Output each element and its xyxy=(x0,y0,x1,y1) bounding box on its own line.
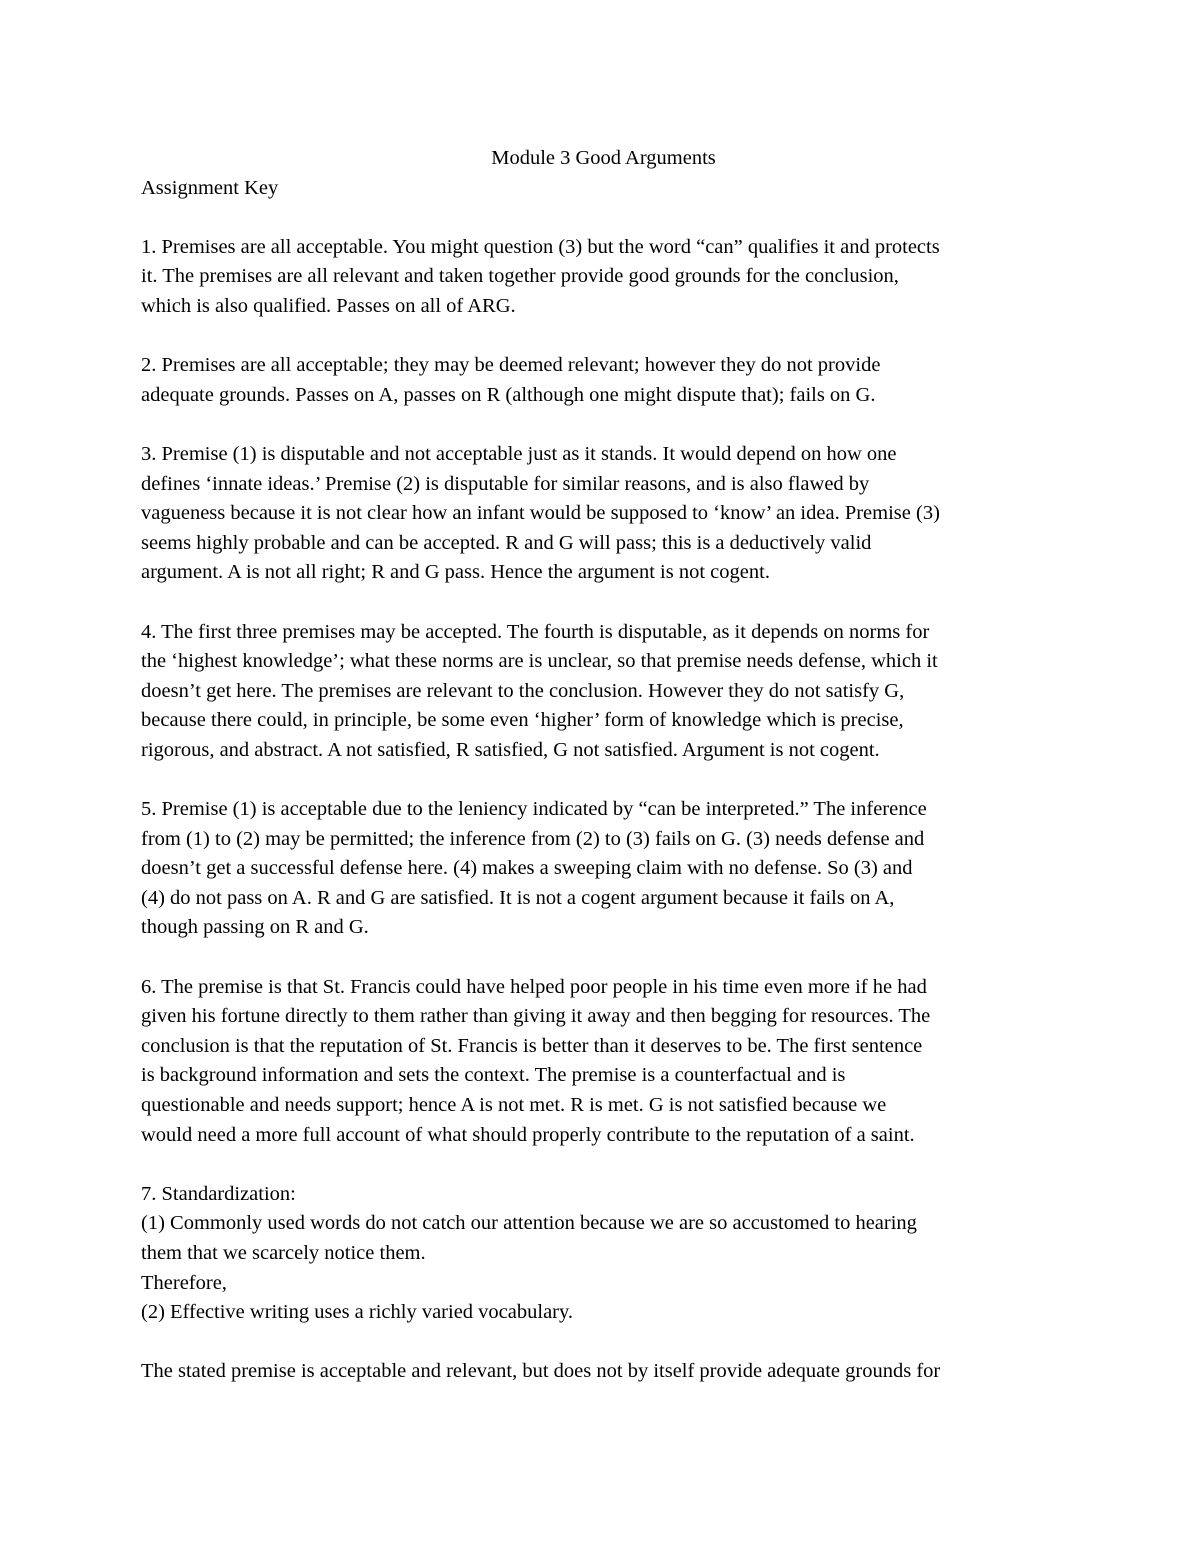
document-title: Module 3 Good Arguments xyxy=(491,147,716,169)
answer-paragraph-7 xyxy=(141,1180,1066,1328)
text-line: seems highly probable and can be accepted. R and G will pass; this is a deductively valid xyxy=(141,531,872,554)
text-line: it. The premises are all relevant and taken together provide good grounds for the conclusion, xyxy=(141,265,899,288)
text-line: because there could, in principle, be some even ‘higher’ form of knowledge which is precise, xyxy=(141,709,904,732)
text-line: questionable and needs support; hence A is not met. R is met. G is not satisfied because we xyxy=(141,1094,887,1116)
text-line: rigorous, and abstract. A not satisfied, R satisfied, G not satisfied. Argument is not cogent. xyxy=(141,738,880,761)
text-line: argument. A is not all right; R and G pass. Hence the argument is not cogent. xyxy=(141,561,770,584)
answer-paragraph-5 xyxy=(141,795,1066,943)
text-line: Therefore, xyxy=(141,1271,227,1294)
text-line: 1. Premises are all acceptable. You might question (3) but the word “can” qualifies it and protects xyxy=(141,235,940,258)
text-line: defines ‘innate ideas.’ Premise (2) is disputable for similar reasons, and is also flawed by xyxy=(141,472,870,495)
text-line: (4) do not pass on A. R and G are satisfied. It is not a cogent argument because it fails on A, xyxy=(141,886,895,909)
text-line: given his fortune directly to them rather than giving it away and then begging for resources. The xyxy=(141,1005,931,1028)
text-line: from (1) to (2) may be permitted; the inference from (2) to (3) fails on G. (3) needs defense and xyxy=(141,827,925,850)
answer-paragraph-6 xyxy=(141,973,1066,1151)
answer-paragraph-1 xyxy=(141,233,1066,322)
text-line: which is also qualified. Passes on all of ARG. xyxy=(141,294,516,317)
text-line: doesn’t get here. The premises are relevant to the conclusion. However they do not satisfy G, xyxy=(141,679,905,702)
text-line: (2) Effective writing uses a richly varied vocabulary. xyxy=(141,1301,574,1324)
text-line: 5. Premise (1) is acceptable due to the leniency indicated by “can be interpreted.” The inference xyxy=(141,798,927,821)
text-line: 2. Premises are all acceptable; they may be deemed relevant; however they do not provide xyxy=(141,354,881,377)
text-line: doesn’t get a successful defense here. (4) makes a sweeping claim with no defense. So (3) and xyxy=(141,857,913,880)
text-line: the ‘highest knowledge’; what these norms are is unclear, so that premise needs defense, which it xyxy=(141,650,938,673)
answer-paragraph-2 xyxy=(141,351,1066,410)
text-line: conclusion is that the reputation of St. Francis is better than it deserves to be. The first sentence xyxy=(141,1034,923,1057)
text-line: 4. The first three premises may be accepted. The fourth is disputable, as it depends on norms for xyxy=(141,620,930,643)
answer-paragraph-3 xyxy=(141,440,1066,588)
answer-paragraph-8 xyxy=(141,1357,1066,1387)
text-line: them that we scarcely notice them. xyxy=(141,1241,426,1264)
document-subtitle: Assignment Key xyxy=(141,176,279,199)
document-page xyxy=(141,144,1066,1387)
text-line: 6. The premise is that St. Francis could have helped poor people in his time even more if he had xyxy=(141,975,927,998)
text-line: adequate grounds. Passes on A, passes on R (although one might dispute that); fails on G. xyxy=(141,383,876,406)
text-line: 7. Standardization: xyxy=(141,1182,296,1205)
text-line: The stated premise is acceptable and relevant, but does not by itself provide adequate grounds for xyxy=(141,1360,941,1383)
text-line: 3. Premise (1) is disputable and not acceptable just as it stands. It would depend on how one xyxy=(141,442,897,465)
answer-paragraph-4 xyxy=(141,618,1066,766)
text-line: is background information and sets the context. The premise is a counterfactual and is xyxy=(141,1064,846,1087)
text-line: though passing on R and G. xyxy=(141,916,369,939)
text-line: (1) Commonly used words do not catch our attention because we are so accustomed to hearing xyxy=(141,1212,917,1235)
text-line: would need a more full account of what should properly contribute to the reputation of a saint. xyxy=(141,1123,915,1146)
text-line: vagueness because it is not clear how an infant would be supposed to ‘know’ an idea. Premise (3) xyxy=(141,502,940,525)
